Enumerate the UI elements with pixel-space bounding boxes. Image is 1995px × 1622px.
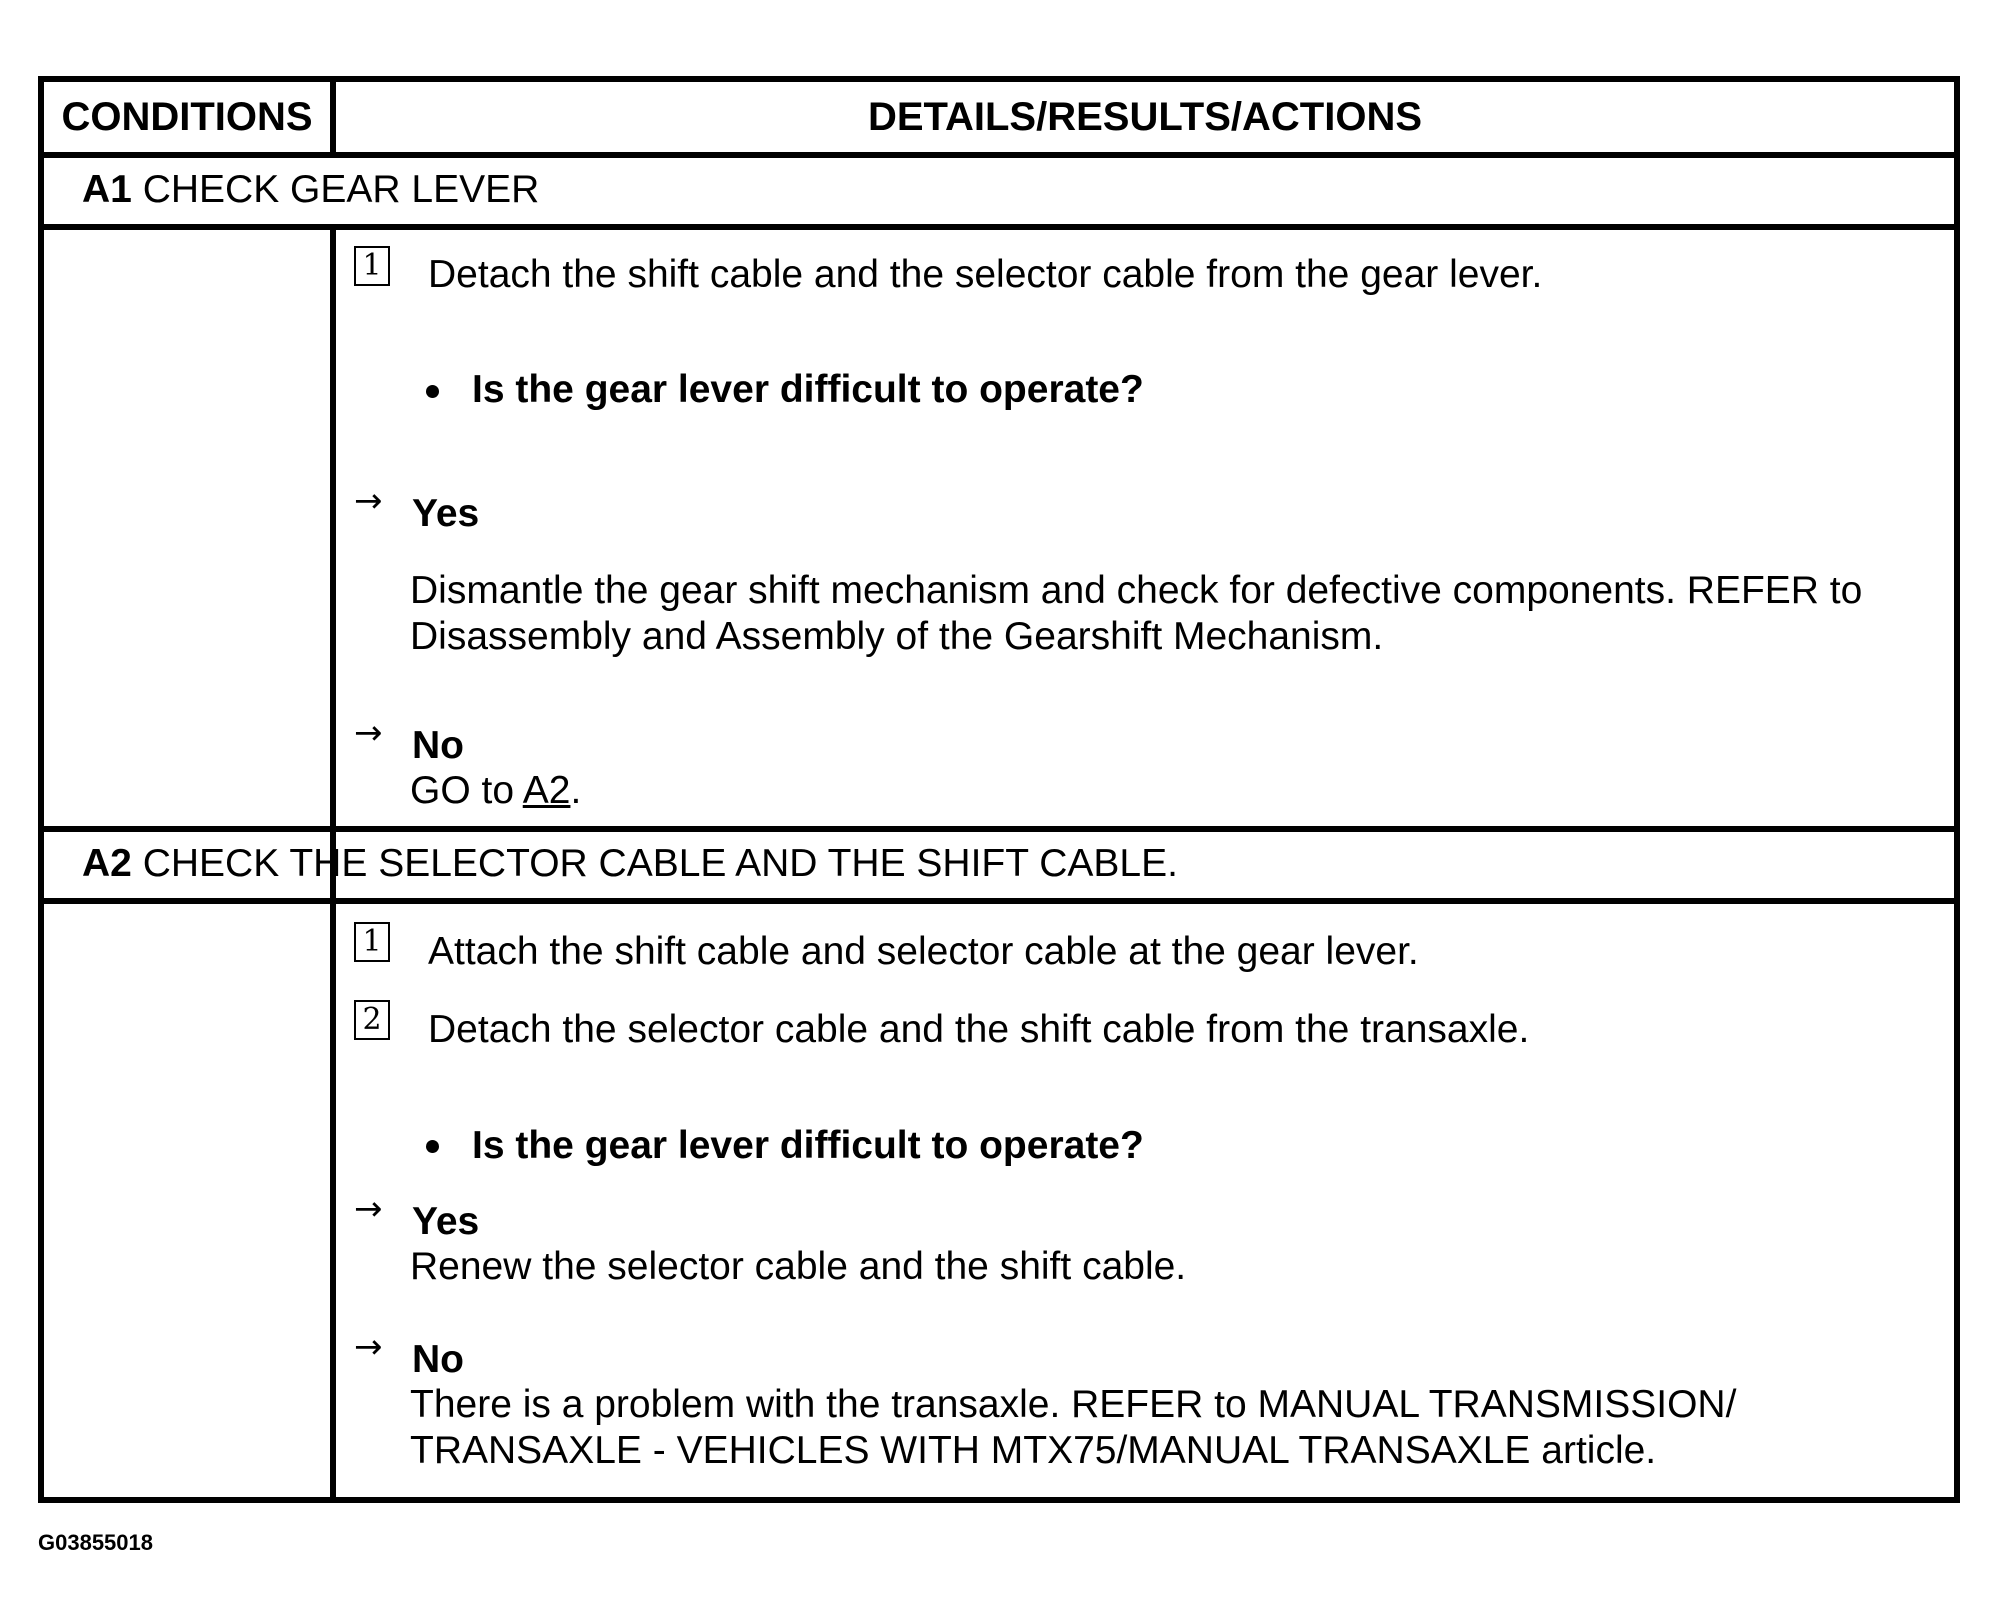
- bullet-icon: [426, 385, 439, 398]
- diagnostic-table: [38, 76, 1960, 1503]
- section-a1-bottom-rule: [44, 826, 1954, 832]
- header-rule: [44, 152, 1954, 158]
- answer-no-suffix: .: [570, 769, 582, 812]
- bullet-icon: [426, 1140, 439, 1153]
- question-text: Is the gear lever difficult to operate?: [472, 368, 1144, 411]
- section-a2-title-text: CHECK THE SELECTOR CABLE AND THE SHIFT CABLE.: [142, 842, 1178, 885]
- question-text: Is the gear lever difficult to operate?: [472, 1124, 1144, 1167]
- section-a2-divider: [330, 904, 336, 1503]
- step-number-box: 1: [354, 246, 390, 286]
- arrow-right-icon: →: [354, 713, 383, 753]
- header-conditions: CONDITIONS: [61, 94, 313, 139]
- answer-no-label: No: [412, 1338, 464, 1381]
- arrow-right-icon: →: [354, 1327, 383, 1367]
- answer-yes-text: Renew the selector cable and the shift cable.: [410, 1245, 1187, 1288]
- step-number-box: 2: [354, 1000, 390, 1040]
- answer-no-text: There is a problem with the transaxle. REFER to MANUAL TRANSMISSION/ TRANSAXLE - VEHICLES WITH MTX75/MANUAL TRANSAXLE article.: [410, 1383, 1737, 1472]
- answer-no-label: No: [412, 724, 464, 767]
- answer-no-prefix: GO to: [410, 769, 515, 812]
- answer-yes-text: Dismantle the gear shift mechanism and check for defective components. REFER to Disassembly and Assembly of the Gearshift Mechanism.: [410, 569, 1863, 658]
- header-divider: [330, 82, 336, 152]
- arrow-right-icon: →: [354, 1189, 383, 1229]
- arrow-right-icon: →: [354, 481, 383, 521]
- step-text: Attach the shift cable and selector cable at the gear lever.: [428, 930, 1419, 973]
- answer-no-text: [410, 768, 581, 814]
- figure-code: G03855018: [38, 1530, 153, 1555]
- step-number-box: 1: [354, 922, 390, 962]
- header-details: DETAILS/RESULTS/ACTIONS: [867, 94, 1423, 139]
- answer-yes-label: Yes: [412, 492, 480, 535]
- step-text: Detach the selector cable and the shift cable from the transaxle.: [428, 1008, 1530, 1051]
- section-a1-title: [82, 168, 539, 212]
- section-a2-title: [82, 842, 1178, 886]
- step-text: Detach the shift cable and the selector cable from the gear lever.: [428, 253, 1543, 296]
- section-a1-divider: [330, 230, 336, 902]
- answer-yes-label: Yes: [412, 1200, 480, 1243]
- section-a1-id: A1: [82, 168, 132, 211]
- section-a2-id: A2: [82, 842, 132, 885]
- section-a1-title-text: CHECK GEAR LEVER: [142, 168, 540, 211]
- goto-a2-link[interactable]: A2: [522, 769, 571, 812]
